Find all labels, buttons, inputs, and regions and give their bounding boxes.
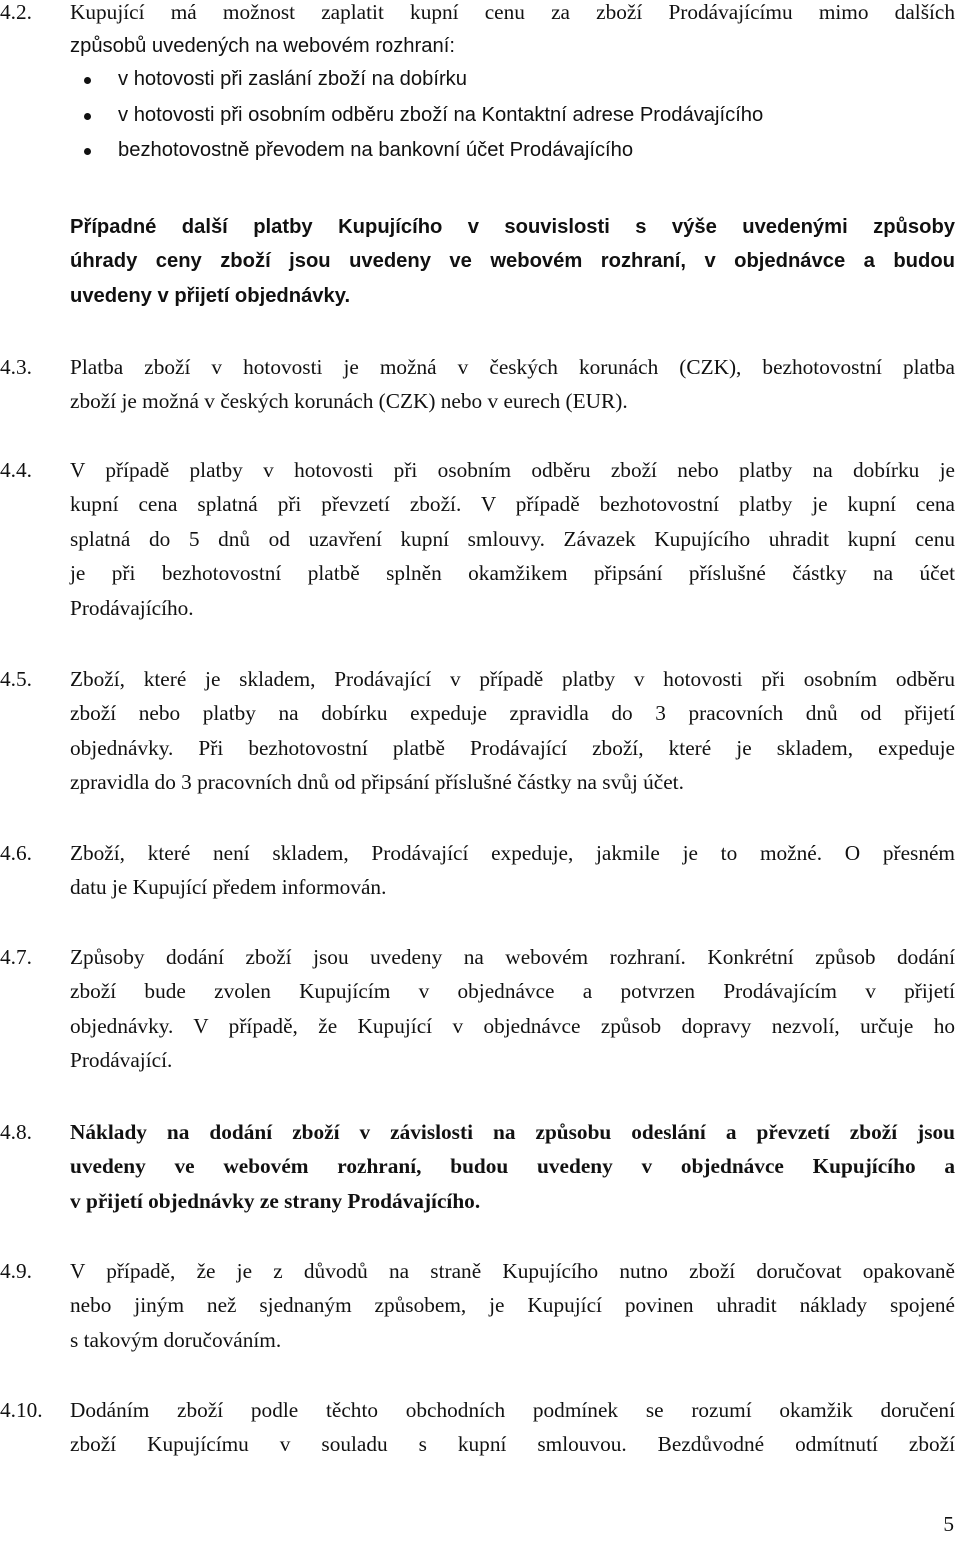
clause-text bbox=[70, 453, 955, 625]
text-line: objednávky. V případě, že Kupující v objednávce způsob dopravy nezvolí, určuje ho bbox=[70, 1013, 955, 1038]
clause-text bbox=[70, 1254, 955, 1357]
bullet-icon bbox=[84, 77, 91, 84]
clause-number: 4.5. bbox=[0, 667, 32, 691]
text-line: V případě, že je z důvodů na straně Kupujícího nutno zboží doručovat opakovaně bbox=[70, 1259, 955, 1283]
clause-text bbox=[70, 350, 955, 419]
text-line: způsobů uvedených na webovém rozhraní: bbox=[70, 35, 455, 58]
clause-text bbox=[70, 940, 955, 1078]
bullet-icon bbox=[84, 113, 91, 120]
note-text bbox=[70, 210, 955, 313]
list-item: v hotovosti při osobním odběru zboží na Kontaktní adrese Prodávajícího bbox=[0, 98, 70, 134]
text-line: Prodávajícího. bbox=[70, 595, 194, 620]
text-line: zboží nebo platby na dobírku expeduje zpravidla do 3 pracovních dnů od přijetí bbox=[70, 701, 955, 726]
list-item: v hotovosti při zaslání zboží na dobírku bbox=[0, 62, 70, 98]
clause-number: 4.7. bbox=[0, 945, 32, 969]
clause-text bbox=[70, 1115, 955, 1218]
text-line: Prodávající. bbox=[70, 1048, 173, 1073]
text-line: uvedeny ve webovém rozhraní, budou uvedeny v objednávce Kupujícího a bbox=[70, 1154, 955, 1179]
text-line: datu je Kupující předem informován. bbox=[70, 875, 387, 900]
text-line: kupní cena splatná při převzetí zboží. V případě bezhotovostní platby je kupní cena bbox=[70, 492, 955, 517]
clause-number: 4.9. bbox=[0, 1259, 32, 1283]
text-line: nebo jiným než sjednaným způsobem, je Kupující povinen uhradit náklady spojené bbox=[70, 1293, 955, 1318]
text-line: Zboží, které je skladem, Prodávající v případě platby v hotovosti při osobním odběru bbox=[70, 667, 955, 691]
text-line: v přijetí objednávky ze strany Prodávajícího. bbox=[70, 1188, 481, 1213]
clause-text bbox=[70, 1393, 955, 1462]
text-line: Náklady na dodání zboží v závislosti na způsobu odeslání a převzetí zboží jsou bbox=[70, 1120, 955, 1144]
page-number: 5 bbox=[943, 1512, 954, 1536]
text-line: Zboží, které není skladem, Prodávající expeduje, jakmile je to možné. O přesném bbox=[70, 841, 955, 865]
text-line: je při bezhotovostní platbě splněn okamžikem připsání příslušné částky na účet bbox=[70, 561, 955, 586]
clause-text bbox=[70, 836, 955, 905]
clause-text bbox=[70, 0, 955, 64]
clause-number: 4.4. bbox=[0, 458, 32, 482]
list-item: bezhotovostně převodem na bankovní účet Prodávajícího bbox=[0, 133, 70, 169]
text-line: V případě platby v hotovosti při osobním odběru zboží nebo platby na dobírku je bbox=[70, 458, 955, 482]
clause-text bbox=[70, 662, 955, 800]
text-line: zboží je možná v českých korunách (CZK) nebo v eurech (EUR). bbox=[70, 389, 628, 414]
text-line: zpravidla do 3 pracovních dnů od připsání příslušné částky na svůj účet. bbox=[70, 770, 684, 795]
text-line: s takovým doručováním. bbox=[70, 1327, 282, 1352]
text-line: zboží Kupujícímu v souladu s kupní smlouvou. Bezdůvodné odmítnutí zboží bbox=[70, 1432, 955, 1457]
text-line: zboží bude zvolen Kupujícím v objednávce a potvrzen Prodávajícím v přijetí bbox=[70, 979, 955, 1004]
clause-number: 4.3. bbox=[0, 355, 32, 379]
clause-number: 4.6. bbox=[0, 841, 32, 865]
text-line: úhrady ceny zboží jsou uvedeny ve webovém rozhraní, v objednávce a budou bbox=[70, 250, 955, 273]
text-line: objednávky. Při bezhotovostní platbě Prodávající zboží, které je skladem, expeduje bbox=[70, 735, 955, 760]
bullet-icon bbox=[84, 148, 91, 155]
clause-number: 4.2. bbox=[0, 0, 32, 24]
text-line: Způsoby dodání zboží jsou uvedeny na webovém rozhraní. Konkrétní způsob dodání bbox=[70, 945, 955, 969]
text-line: splatná do 5 dnů od uzavření kupní smlouvy. Závazek Kupujícího uhradit kupní cenu bbox=[70, 526, 955, 551]
text-line: Kupující má možnost zaplatit kupní cenu za zboží Prodávajícímu mimo dalších bbox=[70, 0, 955, 24]
text-line: Dodáním zboží podle těchto obchodních podmínek se rozumí okamžik doručení bbox=[70, 1398, 955, 1422]
text-line: uvedeny v přijetí objednávky. bbox=[70, 284, 351, 307]
clause-number: 4.10. bbox=[0, 1398, 43, 1422]
clause-number: 4.8. bbox=[0, 1120, 32, 1144]
text-line: Případné další platby Kupujícího v souvislosti s výše uvedenými způsoby bbox=[70, 216, 955, 238]
text-line: Platba zboží v hotovosti je možná v českých korunách (CZK), bezhotovostní platba bbox=[70, 355, 955, 379]
